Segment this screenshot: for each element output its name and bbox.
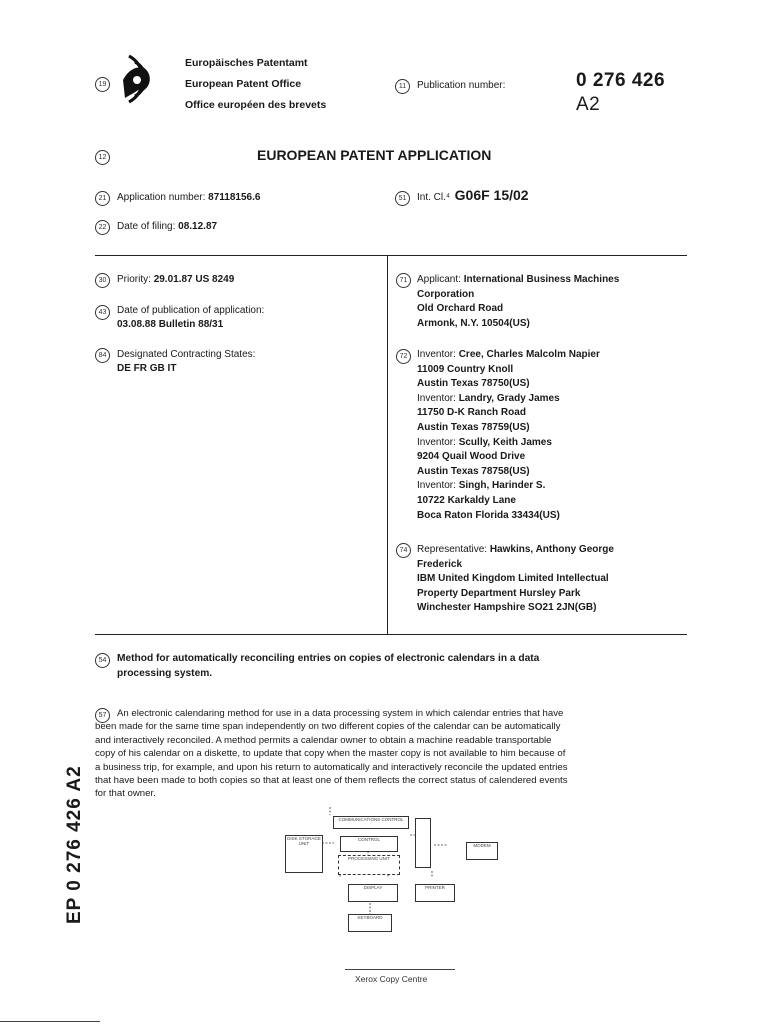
- page-edge-rule: [0, 1021, 100, 1022]
- inventor-name: Landry, Grady James: [458, 392, 560, 404]
- inventor-name: Scully, Keith James: [458, 436, 552, 448]
- inventor-address: 11009 Country Knoll: [417, 363, 514, 375]
- representative-name: Hawkins, Anthony George: [489, 544, 614, 555]
- int-cl-marker: 51: [395, 191, 410, 206]
- representative-address: IBM United Kingdom Limited Intellectual: [417, 573, 609, 585]
- inventor-address: 11750 D-K Ranch Road: [417, 407, 526, 419]
- inventors-block: [417, 348, 600, 523]
- publication-kind: A2: [576, 94, 601, 115]
- applicant-city: Armonk, N.Y. 10504(US): [417, 317, 530, 329]
- modem-label: MODEM: [473, 843, 491, 848]
- keyboard-label: KEYBOARD: [357, 915, 383, 920]
- app-number-marker: 21: [95, 191, 110, 206]
- pub-date-label: Date of publication of application:: [117, 305, 265, 316]
- bus-box: [415, 818, 431, 868]
- doc-type-marker: 12: [95, 150, 110, 165]
- priority-value: 29.01.87 US 8249: [153, 274, 235, 285]
- document-type-title: EUROPEAN PATENT APPLICATION: [257, 147, 492, 163]
- int-cl-row: [417, 187, 529, 205]
- communications-label: COMMUNICATIONS CONTROL: [338, 817, 404, 822]
- inventor-label: Inventor:: [417, 349, 456, 360]
- display-box: [348, 884, 398, 902]
- abstract-line: and interactively reconciled. A method permits a calendar owner to obtain a machine readable transportable: [95, 734, 552, 746]
- priority-label: Priority:: [117, 274, 151, 285]
- applicant-street: Old Orchard Road: [417, 303, 504, 315]
- office-name-en: European Patent Office: [185, 78, 302, 90]
- control-box: [340, 836, 398, 852]
- invention-title-line: processing system.: [117, 667, 213, 679]
- priority-marker: 30: [95, 273, 110, 288]
- display-label: DISPLAY: [363, 885, 383, 890]
- abstract-line: copy of his calendar on a diskette, to update that copy when the master copy is not available to him because of: [95, 748, 566, 760]
- inventor-name: Cree, Charles Malcolm Napier: [458, 349, 600, 360]
- int-cl-value: G06F 15/02: [454, 187, 529, 203]
- office-name-fr: Office européen des brevets: [185, 99, 327, 111]
- inventor-label: Inventor:: [417, 436, 456, 448]
- title-marker: 54: [95, 653, 110, 668]
- publication-label: Publication number:: [417, 80, 506, 91]
- abstract-line: for that owner.: [95, 788, 156, 800]
- abstract-line: An electronic calendaring method for use in a data processing system in which calendar entries that have: [117, 708, 564, 719]
- inventor-city: Boca Raton Florida 33434(US): [417, 509, 560, 521]
- storage-unit-box: [285, 835, 323, 873]
- processing-unit-label: PROCESSING UNIT: [348, 856, 390, 861]
- inventor-city: Austin Texas 78759(US): [417, 421, 530, 433]
- processing-unit-box: [338, 855, 400, 875]
- application-number-label: Application number:: [117, 192, 206, 203]
- representative-block: [417, 543, 614, 616]
- representative-marker: 74: [396, 543, 411, 558]
- keyboard-box: [348, 914, 392, 932]
- filing-date-row: [117, 220, 217, 234]
- inventor-address: 9204 Quail Wood Drive: [417, 451, 526, 463]
- inventor-label: Inventor:: [417, 480, 456, 492]
- priority-row: [117, 273, 234, 287]
- abstract-line: that have been made to both copies so that at least one of them reflects the correct status of calendered events: [95, 775, 568, 787]
- filing-date-label: Date of filing:: [117, 221, 176, 232]
- applicant-label: Applicant:: [417, 274, 461, 285]
- inventor-label: Inventor:: [417, 392, 456, 404]
- int-cl-label: Int. Cl.⁴: [417, 192, 451, 203]
- office-name-de: Europäisches Patentamt: [185, 57, 308, 69]
- states-marker: 84: [95, 348, 110, 363]
- representative-address: Property Department Hursley Park: [417, 587, 581, 599]
- application-number-value: 87118156.6: [208, 192, 261, 203]
- column-divider: [387, 255, 388, 635]
- epo-logo-icon: [117, 50, 175, 108]
- states-label: Designated Contracting States:: [117, 349, 256, 360]
- storage-unit-label: DISK STORAGE UNIT: [287, 836, 321, 846]
- footer-note: Xerox Copy Centre: [355, 974, 428, 984]
- side-publication-code: EP 0 276 426 A2: [64, 765, 85, 924]
- abstract-text: [95, 707, 687, 801]
- modem-box: [466, 842, 498, 860]
- applicant-name-cont: Corporation: [417, 288, 475, 300]
- footer-rule: [345, 969, 455, 970]
- inventor-address: 10722 Karkaldy Lane: [417, 494, 516, 506]
- pub-date-value: 03.08.88 Bulletin 88/31: [117, 319, 224, 330]
- representative-address: Winchester Hampshire SO21 2JN(GB): [417, 602, 597, 614]
- pub-date-marker: 43: [95, 305, 110, 320]
- applicant-block: [417, 273, 619, 331]
- abstract-line: been made for the same time span independently on two different copies of the calendar can be automatically: [95, 721, 561, 733]
- representative-label: Representative:: [417, 544, 488, 555]
- invention-title: [117, 652, 539, 681]
- office-code-marker: 19: [95, 77, 110, 92]
- printer-box: [415, 884, 455, 902]
- printer-label: PRINTER: [425, 885, 445, 890]
- communications-box: [333, 816, 409, 829]
- inventor-city: Austin Texas 78750(US): [417, 378, 530, 390]
- applicant-marker: 71: [396, 273, 411, 288]
- inventor-city: Austin Texas 78758(US): [417, 465, 530, 477]
- invention-title-line: Method for automatically reconciling entries on copies of electronic calendars in a data: [117, 653, 540, 664]
- inventor-marker: 72: [396, 349, 411, 364]
- application-number-row: [117, 191, 260, 205]
- states-value: DE FR GB IT: [117, 363, 177, 374]
- publication-code-marker: 11: [395, 79, 410, 94]
- applicant-name: International Business Machines: [463, 274, 620, 285]
- control-label: CONTROL: [357, 837, 380, 842]
- filing-date-value: 08.12.87: [178, 221, 218, 232]
- publication-number: 0 276 426: [576, 70, 666, 91]
- representative-name-cont: Frederick: [417, 558, 463, 570]
- abstract-marker: 57: [95, 708, 110, 723]
- bottom-rule: [95, 634, 687, 635]
- filing-date-marker: 22: [95, 220, 110, 235]
- top-rule: [95, 255, 687, 256]
- inventor-name: Singh, Harinder S.: [458, 480, 546, 492]
- abstract-line: a business trip, for example, and upon his return to automatically and interactively reconcile the updated entries: [95, 761, 568, 773]
